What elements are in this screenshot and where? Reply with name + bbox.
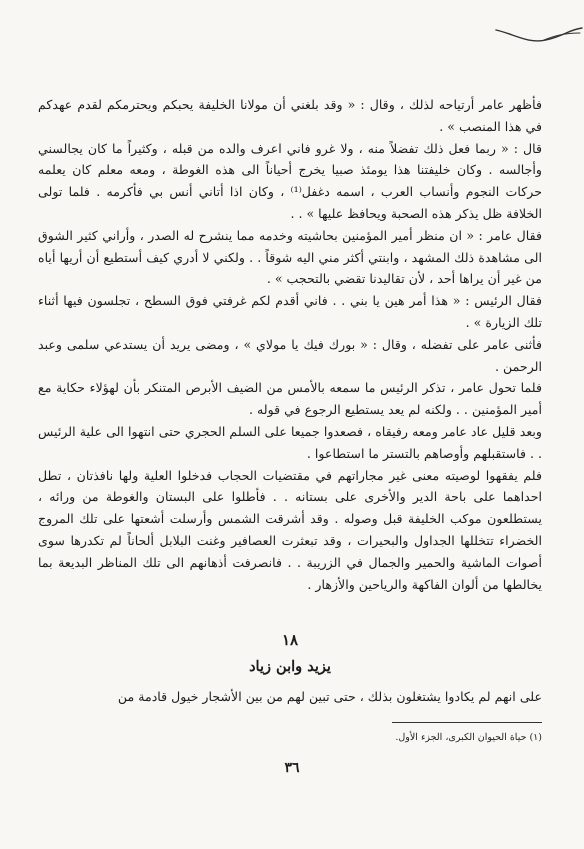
corner-scribble-mark xyxy=(494,0,584,50)
paragraph: فأظهر عامر أرتياحه لذلك ، وقال : « وقد بلغني أن مولانا الخليفة يحبكم ويحترمكم لقدم عهدكم في هذا المنصب » . xyxy=(38,97,542,134)
footnote: (١) حياة الحيوان الكبرى، الجزء الأول. xyxy=(395,732,542,743)
page-number: ٣٦ xyxy=(284,760,300,776)
paragraph: فأثنى عامر على تفضله ، وقال : « بورك فيك يا مولاي » ، ومضى يريد أن يستدعي سلمى وعبد الرحمن . xyxy=(38,336,542,374)
chapter-number: ١٨ xyxy=(281,631,299,649)
paragraph: فقال عامر : « ان منظر أمير المؤمنين بحاشيته وخدمه مما ينشرح له الصدر ، وأراني كثير الشوق الى مشاهدة ذلك المشهد ، وابنتي أكثر مني اليه شوقاً . . ولكني لا أدري كيف أستطيع أن أريها أياه من غير أن يراها أحد ، لأن تقاليدنا تقضي بالتحجب » . xyxy=(38,227,542,287)
paragraph: فلما تحول عامر ، تذكر الرئيس ما سمعه بالأمس من الضيف الأبرص المتنكر بأن لهؤلاء حكاية مع أمير المؤمنين . . ولكنه لم يعد يستطيع الرجوع في قوله . xyxy=(38,380,542,418)
paragraph: فقال الرئيس : « هذا أمر هين يا بني . . فاني أقدم لكم غرفتي فوق السطح ، تجلسون فيها أثناء تلك الزيارة » . xyxy=(38,293,542,330)
paragraph: فلم يفقهوا لوصيته معنى غير مجاراتهم في مقتضيات الحجاب فدخلوا العلية ولها نافذتان ، تطل احداهما على باحة الدير والأخرى على بستانه . . فأطلوا على البستان والغوطة من ورائه ، يستطلعون موكب الخليفة قبل وصوله . وقد أشرقت الشمس وأرسلت أشعتها على تلك المروج الخضراء تتخللها الجداول والبحيرات ، وقد تبعثرت العصافير وغنت البلابل ألحاناً لم تكدرها سوى أصوات الماشية والحمير والجمال في الزريبة . . فانصرفت أذهانهم الى تلك المناظر البديعة بما يخالطها من ألوان الفاكهة والرياحين والأزهار . xyxy=(38,467,542,592)
paragraph: قال : « ربما فعل ذلك تفضلاً منه ، ولا غرو فاني اعرف والده من قبله ، وكثيراً ما كان يجالسني وأجالسه . وكان خليفتنا هذا يومئذ صبيا يخرج أحياناً الى هذه الغوطة ، ومعه معلم كان يعلمه حركات النجوم وأنساب العرب ، اسمه دغفل⁽¹⁾ ، وكان اذا أتاني أنس بي فأكرمه . فلما تولى الخلافة ظل يذكر هذه الصحبة ويحافظ عليها » . . xyxy=(38,140,542,221)
body-text xyxy=(38,94,542,595)
paragraph: وبعد قليل عاد عامر ومعه رفيقاه ، فصعدوا جميعا على السلم الحجري حتى انتهوا الى علية الرئيس . . فاستقبلهم وأوصاهم بالتستر ما استطاعوا . xyxy=(38,423,542,461)
footnote-divider xyxy=(392,722,542,723)
chapter-title: يزيد وابن زياد xyxy=(249,658,331,675)
chapter-first-paragraph: على انهم لم يكادوا يشتغلون بذلك ، حتى تبين لهم من بين الأشجار خيول قادمة من xyxy=(117,689,542,704)
